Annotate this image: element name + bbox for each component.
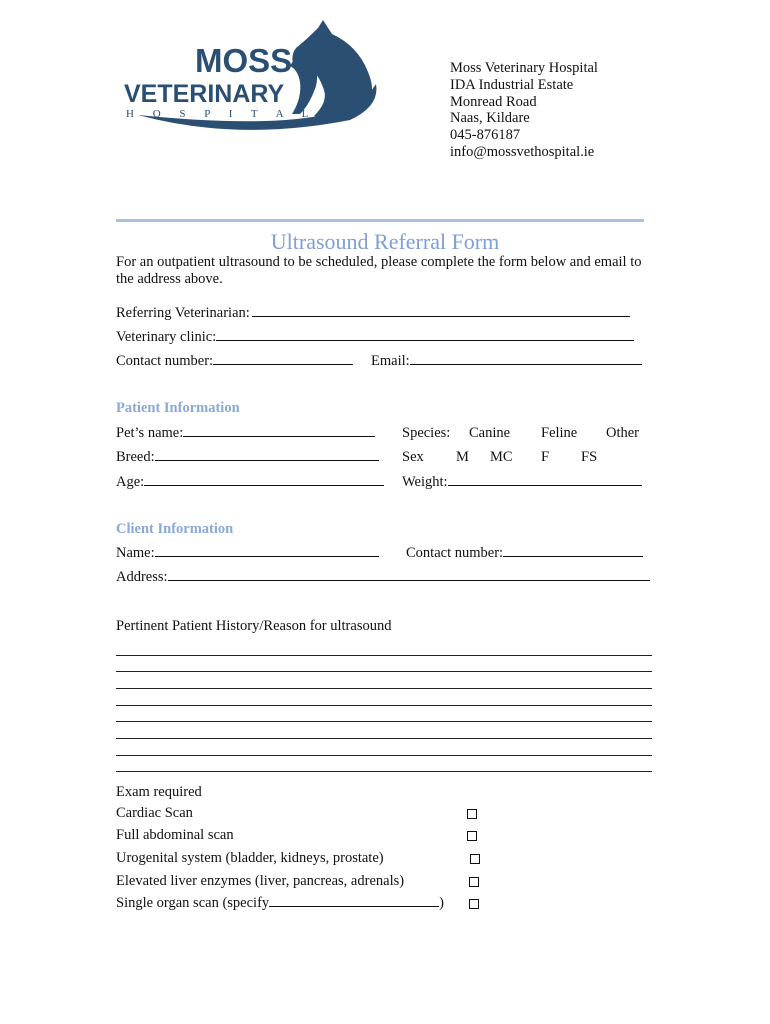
- species-option-other[interactable]: Other: [606, 425, 640, 441]
- age-field[interactable]: [144, 474, 384, 486]
- history-line[interactable]: [116, 721, 652, 722]
- email-field[interactable]: [410, 353, 642, 365]
- hospital-logo: [118, 20, 380, 132]
- exam-checkbox-single-organ[interactable]: [469, 899, 479, 909]
- history-line[interactable]: [116, 671, 652, 672]
- age-row: [116, 474, 384, 491]
- clinic-label: Veterinary clinic:: [116, 329, 217, 345]
- sex-option-m[interactable]: M: [456, 449, 469, 465]
- logo-main-text: MOSS: [195, 42, 293, 79]
- patient-info-heading: Patient Information: [116, 400, 240, 416]
- contact-row: [116, 353, 353, 370]
- clinic-field[interactable]: [216, 329, 634, 341]
- breed-field[interactable]: [155, 449, 379, 461]
- address-email: info@mossvethospital.ie: [450, 143, 595, 160]
- email-label: Email:: [371, 353, 410, 369]
- form-title: Ultrasound Referral Form: [270, 229, 500, 254]
- single-organ-specify-field[interactable]: [269, 895, 439, 907]
- exam-heading: Exam required: [116, 784, 202, 800]
- client-info-heading: Client Information: [116, 521, 234, 537]
- exam-item-abdominal: Full abdominal scan: [116, 827, 234, 843]
- breed-row: [116, 449, 379, 466]
- exam-item-cardiac: Cardiac Scan: [116, 805, 193, 821]
- sex-label: Sex: [402, 449, 424, 465]
- exam-item-single-organ: [116, 895, 444, 912]
- logo-sub-text: VETERINARY: [124, 80, 285, 108]
- logo-tag-text: H O S P I T A L: [126, 108, 317, 120]
- client-contact-field[interactable]: [503, 545, 643, 557]
- single-organ-label: Single organ scan (specify: [116, 895, 270, 911]
- weight-label: Weight:: [402, 474, 448, 490]
- exam-item-liver: Elevated liver enzymes (liver, pancreas, adrenals): [116, 873, 405, 889]
- pet-name-label: Pet’s name:: [116, 425, 184, 441]
- contact-number-field[interactable]: [213, 353, 353, 365]
- clinic-row: [116, 329, 634, 346]
- history-line[interactable]: [116, 655, 652, 656]
- species-option-canine[interactable]: Canine: [469, 425, 511, 441]
- history-line[interactable]: [116, 688, 652, 689]
- history-line[interactable]: [116, 705, 652, 706]
- close-paren: ): [439, 895, 444, 911]
- address-line: IDA Industrial Estate: [450, 76, 574, 93]
- contact-number-label: Contact number:: [116, 353, 214, 369]
- client-address-field[interactable]: [168, 569, 650, 581]
- sex-option-mc[interactable]: MC: [490, 449, 513, 465]
- address-line: Monread Road: [450, 93, 537, 110]
- referring-vet-field[interactable]: [252, 305, 630, 317]
- history-heading: Pertinent Patient History/Reason for ultrasound: [116, 618, 392, 634]
- hospital-address: [450, 60, 598, 161]
- client-contact-row: [406, 545, 643, 562]
- email-row: [371, 353, 642, 370]
- address-phone: 045-876187: [450, 127, 521, 144]
- pet-name-row: [116, 425, 375, 442]
- weight-field[interactable]: [448, 474, 642, 486]
- weight-row: [402, 474, 642, 491]
- history-line[interactable]: [116, 738, 652, 739]
- client-address-row: [116, 569, 650, 586]
- header-divider: [116, 219, 644, 222]
- history-line[interactable]: [116, 771, 652, 772]
- client-name-field[interactable]: [155, 545, 379, 557]
- exam-item-urogenital: Urogenital system (bladder, kidneys, prostate): [116, 850, 384, 866]
- breed-label: Breed:: [116, 449, 155, 465]
- pet-name-field[interactable]: [183, 425, 375, 437]
- exam-checkbox-cardiac[interactable]: [467, 809, 477, 819]
- exam-checkbox-urogenital[interactable]: [470, 854, 480, 864]
- client-contact-label: Contact number:: [406, 545, 504, 561]
- age-label: Age:: [116, 474, 145, 490]
- referring-vet-row: [116, 305, 630, 322]
- sex-option-f[interactable]: F: [541, 449, 550, 465]
- client-name-label: Name:: [116, 545, 155, 561]
- address-line: Naas, Kildare: [450, 110, 530, 127]
- dog-cat-silhouette-icon: [118, 20, 380, 132]
- referring-vet-label: Referring Veterinarian:: [116, 305, 250, 321]
- exam-checkbox-abdominal[interactable]: [467, 831, 477, 841]
- history-line[interactable]: [116, 755, 652, 756]
- address-line: Moss Veterinary Hospital: [450, 60, 598, 76]
- client-name-row: [116, 545, 379, 562]
- species-option-feline[interactable]: Feline: [541, 425, 578, 441]
- form-intro: For an outpatient ultrasound to be scheduled, please complete the form below and email to the address above.: [116, 254, 642, 287]
- species-label: Species:: [402, 425, 451, 441]
- sex-option-fs[interactable]: FS: [581, 449, 598, 465]
- exam-checkbox-liver[interactable]: [469, 877, 479, 887]
- client-address-label: Address:: [116, 569, 168, 585]
